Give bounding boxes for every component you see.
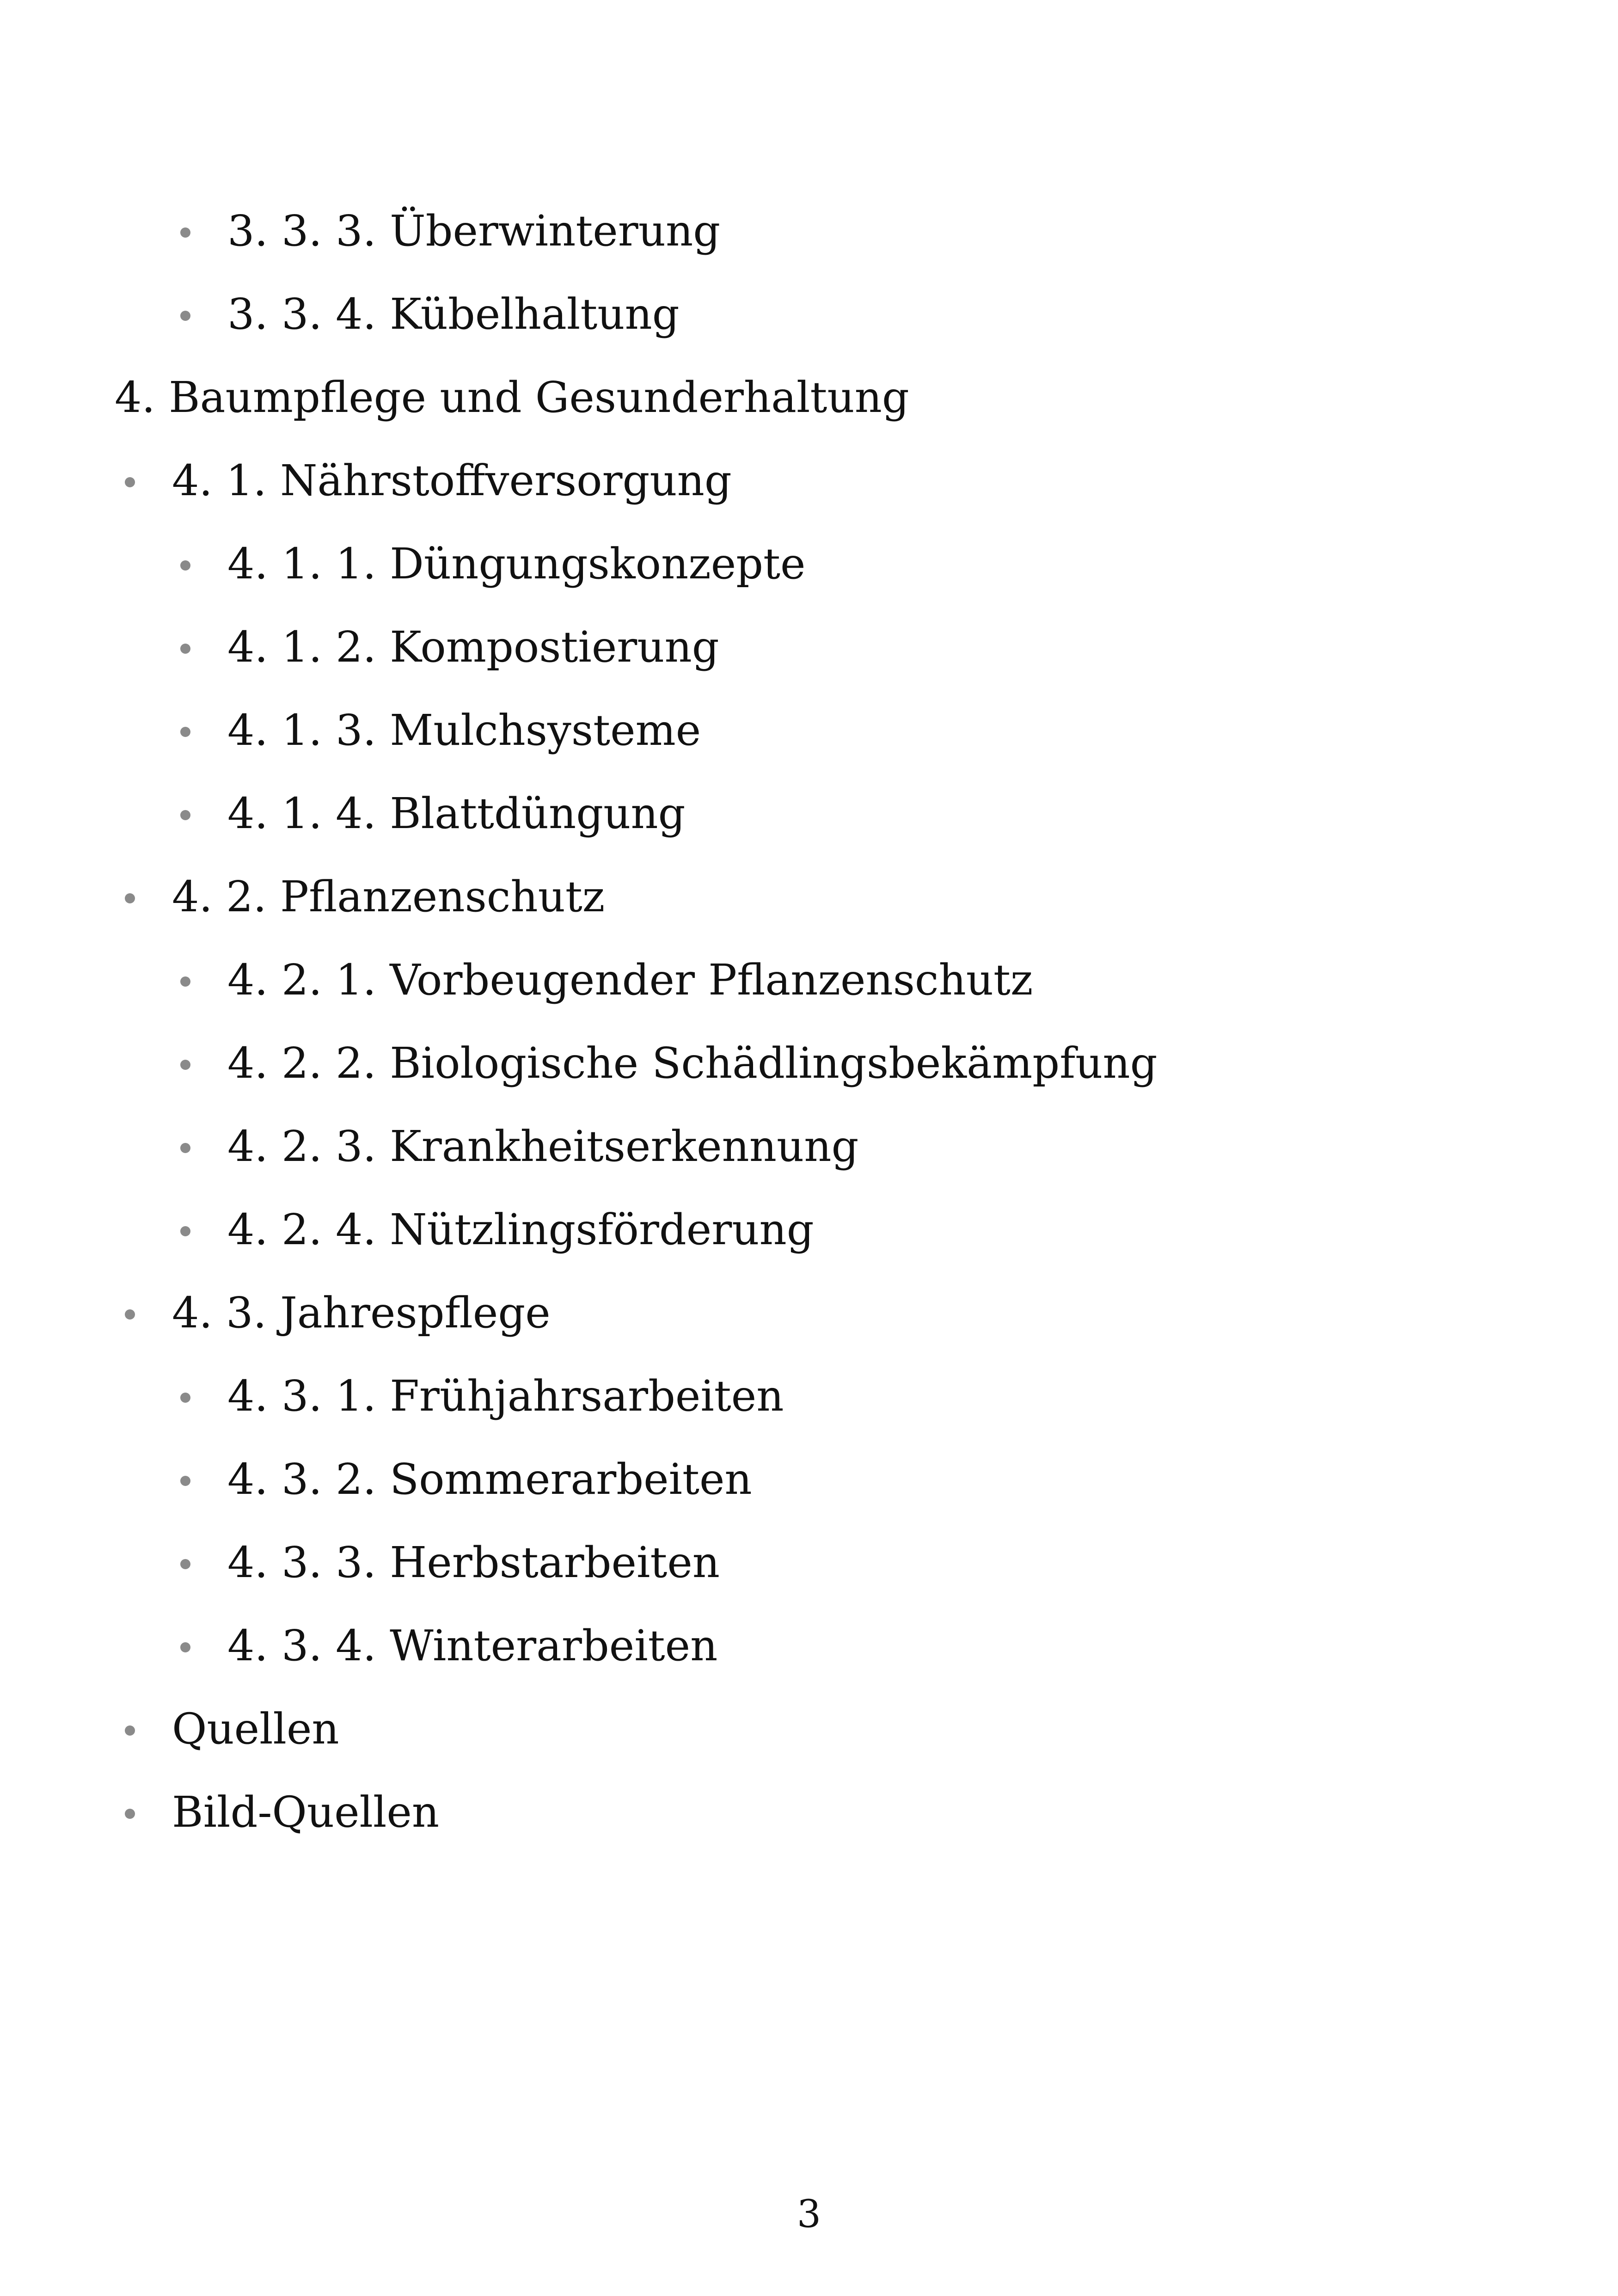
toc-entry-3-3-3: [180, 190, 720, 273]
toc-entry-3-3-4: [180, 273, 680, 356]
toc-entry-4-2-1: [180, 939, 1033, 1022]
bullet-icon: [180, 1060, 190, 1070]
bullet-icon: [125, 477, 135, 487]
toc-entry-text: 3. 3. 4. Kübelhaltung: [227, 289, 680, 339]
toc-entry-text: 4. 3. Jahrespflege: [172, 1288, 551, 1338]
toc-entry-quellen: [125, 1688, 339, 1771]
bullet-icon: [180, 1226, 190, 1236]
toc-entry-4-1-2: [180, 606, 719, 689]
toc-entry-4-3-4: [180, 1604, 717, 1688]
toc-entry-bild-quellen: [125, 1771, 439, 1854]
toc-entry-4-2-4: [180, 1188, 814, 1271]
toc-entry-4-1-1: [180, 522, 805, 606]
toc-entry-text: 4. 1. Nährstoffversorgung: [172, 456, 732, 505]
toc-entry-4-2-3: [180, 1105, 858, 1188]
bullet-icon: [180, 976, 190, 987]
toc-entry-4-2-2: [180, 1022, 1158, 1105]
toc-entry-text: 4. 2. 1. Vorbeugender Pflanzenschutz: [227, 955, 1033, 1005]
toc-entry-text: Quellen: [172, 1704, 339, 1754]
toc-entry-text: 4. 3. 2. Sommerarbeiten: [227, 1455, 752, 1504]
toc-entry-text: 4. 2. 2. Biologische Schädlingsbekämpfung: [227, 1038, 1158, 1088]
bullet-icon: [180, 644, 190, 654]
toc-entry-4-1-3: [180, 689, 701, 772]
bullet-icon: [125, 893, 135, 903]
bullet-icon: [180, 1559, 190, 1569]
bullet-icon: [180, 1393, 190, 1403]
bullet-icon: [125, 1725, 135, 1736]
bullet-icon: [180, 727, 190, 737]
toc-entry-text: 4. 1. 4. Blattdüngung: [227, 789, 686, 838]
bullet-icon: [180, 1143, 190, 1153]
toc-entry-4-3: [125, 1271, 551, 1355]
toc-entry-4-1: [125, 439, 732, 522]
toc-entry-text: Bild-Quellen: [172, 1787, 440, 1837]
toc-entry-text: 4. 1. 1. Düngungskonzepte: [227, 539, 806, 589]
toc-entry-4-2: [125, 855, 605, 939]
bullet-icon: [180, 1476, 190, 1486]
toc-entry-4-3-1: [180, 1355, 784, 1438]
toc-entry-text: 4. 2. 3. Krankheitserkennung: [227, 1122, 859, 1171]
toc-entry-text: 4. Baumpflege und Gesunderhaltung: [115, 373, 909, 422]
toc-entry-text: 4. 1. 2. Kompostierung: [227, 622, 719, 672]
toc-entry-text: 4. 3. 4. Winterarbeiten: [227, 1621, 718, 1670]
toc-entry-text: 4. 3. 3. Herbstarbeiten: [227, 1538, 720, 1587]
toc-entry-4-3-2: [180, 1438, 752, 1521]
bullet-icon: [125, 1309, 135, 1320]
toc-entry-4-3-3: [180, 1521, 720, 1604]
bullet-icon: [180, 227, 190, 238]
bullet-icon: [180, 810, 190, 820]
toc-entry-text: 4. 2. Pflanzenschutz: [172, 872, 605, 921]
bullet-icon: [180, 311, 190, 321]
bullet-icon: [180, 1642, 190, 1652]
toc-entry-text: 4. 3. 1. Frühjahrsarbeiten: [227, 1371, 784, 1421]
bullet-icon: [180, 560, 190, 571]
toc-entry-4: [115, 356, 909, 439]
toc-entry-text: 4. 2. 4. Nützlingsförderung: [227, 1205, 814, 1254]
toc-entry-text: 4. 1. 3. Mulchsysteme: [227, 706, 701, 755]
toc-entry-text: 3. 3. 3. Überwinterung: [227, 206, 721, 256]
bullet-icon: [125, 1809, 135, 1819]
toc-entry-4-1-4: [180, 772, 686, 855]
page-number: 3: [797, 2192, 821, 2236]
